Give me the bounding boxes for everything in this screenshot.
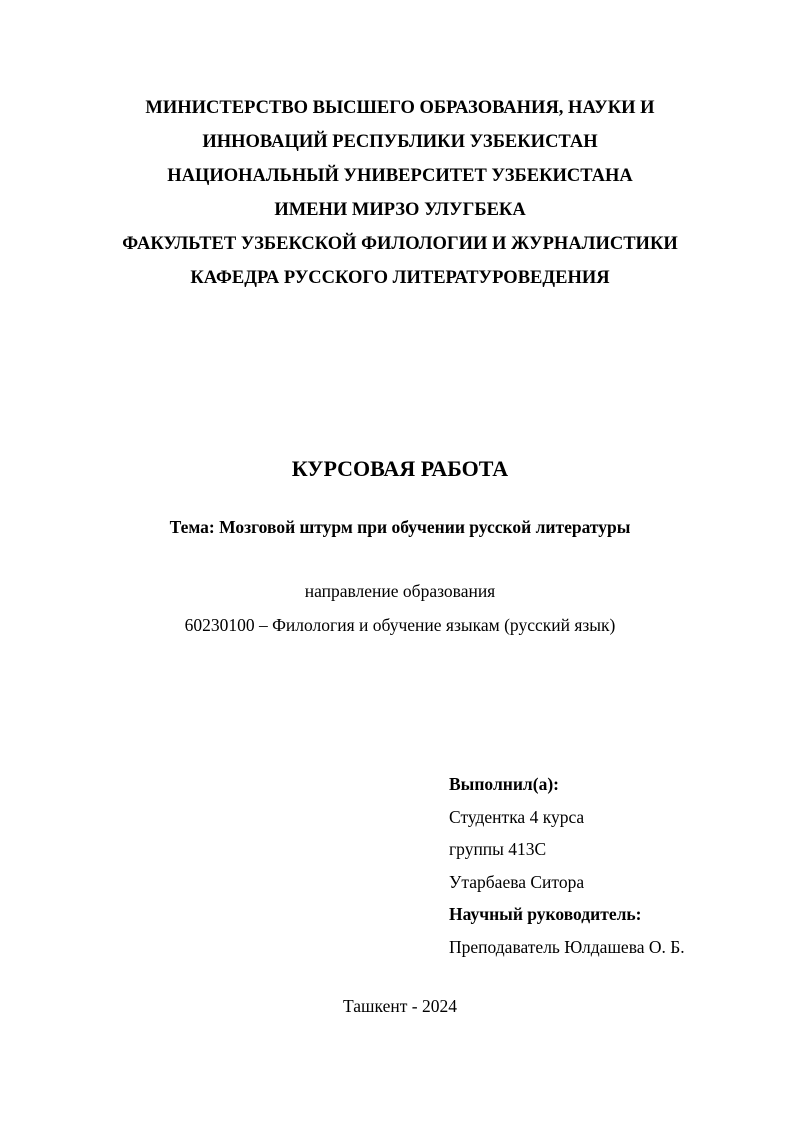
topic-line: Тема: Мозговой штурм при обучении русской литературы bbox=[169, 517, 631, 537]
university-line-2: ИМЕНИ МИРЗО УЛУГБЕКА bbox=[274, 200, 526, 220]
direction-label: направление образования bbox=[304, 581, 496, 601]
education-direction bbox=[0, 577, 800, 645]
department-line: КАФЕДРА РУССКОГО ЛИТЕРАТУРОВЕДЕНИЯ bbox=[190, 268, 610, 288]
author-block bbox=[449, 770, 685, 965]
direction-value: 60230100 – Филология и обучение языкам (русский язык) bbox=[184, 615, 616, 635]
student-group: группы 413С bbox=[449, 839, 547, 859]
institution-header bbox=[0, 91, 800, 295]
student-name: Утарбаева Ситора bbox=[449, 871, 585, 892]
supervisor-label: Научный руководитель: bbox=[449, 904, 642, 924]
faculty-line: ФАКУЛЬТЕТ УЗБЕКСКОЙ ФИЛОЛОГИИ И ЖУРНАЛИСТИКИ bbox=[122, 234, 678, 254]
city-year: Ташкент - 2024 bbox=[343, 996, 457, 1016]
performed-by-label: Выполнил(а): bbox=[449, 774, 559, 794]
document-type-title: КУРСОВАЯ РАБОТА bbox=[291, 456, 509, 481]
student-course: Студентка 4 курса bbox=[449, 806, 585, 827]
ministry-line-2: ИННОВАЦИЙ РЕСПУБЛИКИ УЗБЕКИСТАН bbox=[202, 132, 598, 152]
university-line-1: НАЦИОНАЛЬНЫЙ УНИВЕРСИТЕТ УЗБЕКИСТАНА bbox=[167, 166, 633, 186]
ministry-line-1: МИНИСТЕРСТВО ВЫСШЕГО ОБРАЗОВАНИЯ, НАУКИ И bbox=[145, 98, 655, 118]
supervisor-name: Преподаватель Юлдашева О. Б. bbox=[449, 936, 685, 957]
